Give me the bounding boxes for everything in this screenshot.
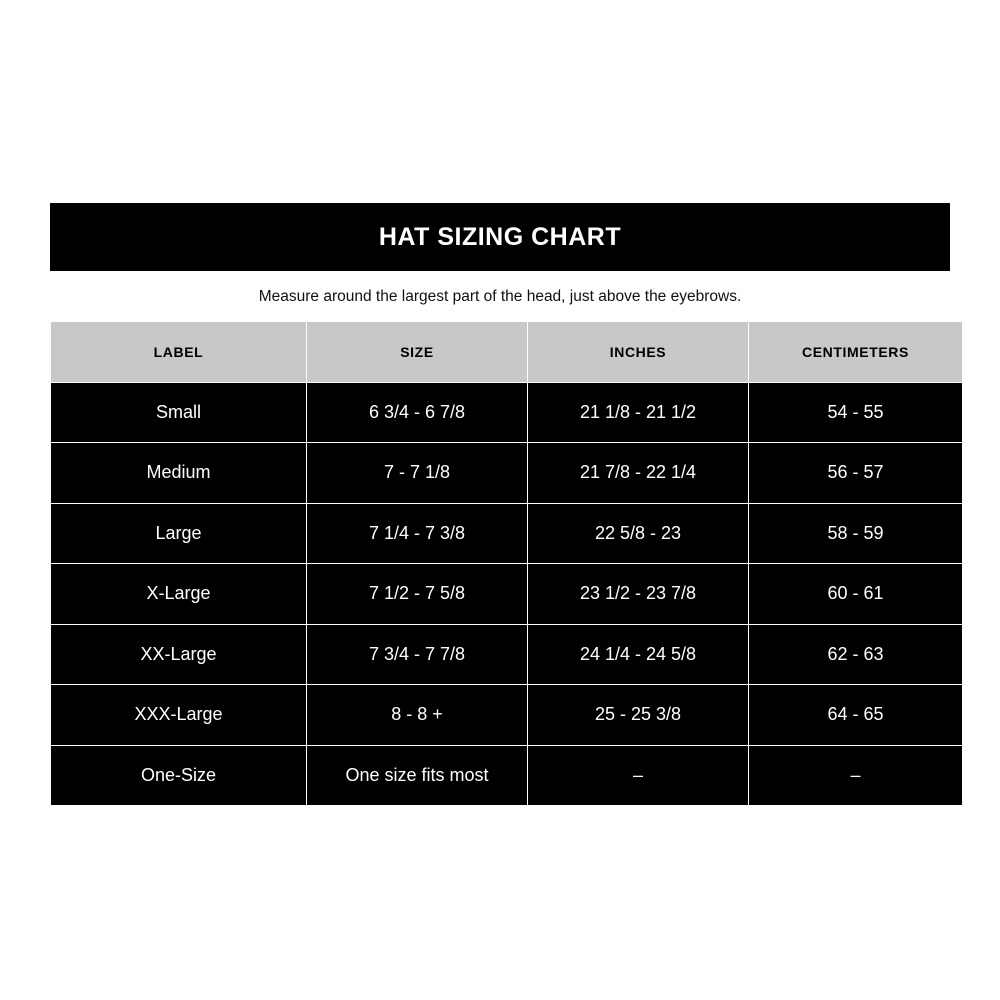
table-row	[51, 685, 963, 746]
cell-inches: 23 1/2 - 23 7/8	[528, 564, 749, 625]
cell-label: X-Large	[51, 564, 307, 625]
cell-centimeters: 64 - 65	[749, 685, 963, 746]
cell-label: Medium	[51, 443, 307, 504]
cell-size: 7 1/2 - 7 5/8	[307, 564, 528, 625]
table-row	[51, 624, 963, 685]
cell-size: 7 3/4 - 7 7/8	[307, 624, 528, 685]
cell-size: 7 1/4 - 7 3/8	[307, 503, 528, 564]
table-header-row	[51, 321, 963, 382]
cell-size: 6 3/4 - 6 7/8	[307, 382, 528, 443]
column-header-size: SIZE	[307, 321, 528, 382]
cell-inches: 21 1/8 - 21 1/2	[528, 382, 749, 443]
cell-label: Small	[51, 382, 307, 443]
cell-centimeters: –	[749, 745, 963, 806]
table-row	[51, 382, 963, 443]
cell-inches: 22 5/8 - 23	[528, 503, 749, 564]
cell-label: XX-Large	[51, 624, 307, 685]
cell-size: 7 - 7 1/8	[307, 443, 528, 504]
column-header-label: LABEL	[51, 321, 307, 382]
table-row	[51, 745, 963, 806]
cell-inches: 25 - 25 3/8	[528, 685, 749, 746]
table-row	[51, 443, 963, 504]
sizing-table	[50, 321, 963, 807]
page-title: HAT SIZING CHART	[378, 222, 622, 251]
cell-centimeters: 54 - 55	[749, 382, 963, 443]
cell-centimeters: 56 - 57	[749, 443, 963, 504]
column-header-inches: INCHES	[528, 321, 749, 382]
cell-label: XXX-Large	[51, 685, 307, 746]
table-body	[51, 382, 963, 806]
hat-sizing-chart	[50, 203, 950, 806]
chart-subtitle: Measure around the largest part of the head, just above the eyebrows.	[258, 288, 742, 305]
cell-inches: 21 7/8 - 22 1/4	[528, 443, 749, 504]
cell-centimeters: 60 - 61	[749, 564, 963, 625]
table-header	[51, 321, 963, 382]
cell-centimeters: 62 - 63	[749, 624, 963, 685]
cell-size: One size fits most	[307, 745, 528, 806]
cell-centimeters: 58 - 59	[749, 503, 963, 564]
cell-label: One-Size	[51, 745, 307, 806]
cell-label: Large	[51, 503, 307, 564]
column-header-centimeters: CENTIMETERS	[749, 321, 963, 382]
cell-inches: –	[528, 745, 749, 806]
cell-inches: 24 1/4 - 24 5/8	[528, 624, 749, 685]
cell-size: 8 - 8 +	[307, 685, 528, 746]
table-row	[51, 503, 963, 564]
table-row	[51, 564, 963, 625]
chart-title-bar	[50, 203, 950, 271]
